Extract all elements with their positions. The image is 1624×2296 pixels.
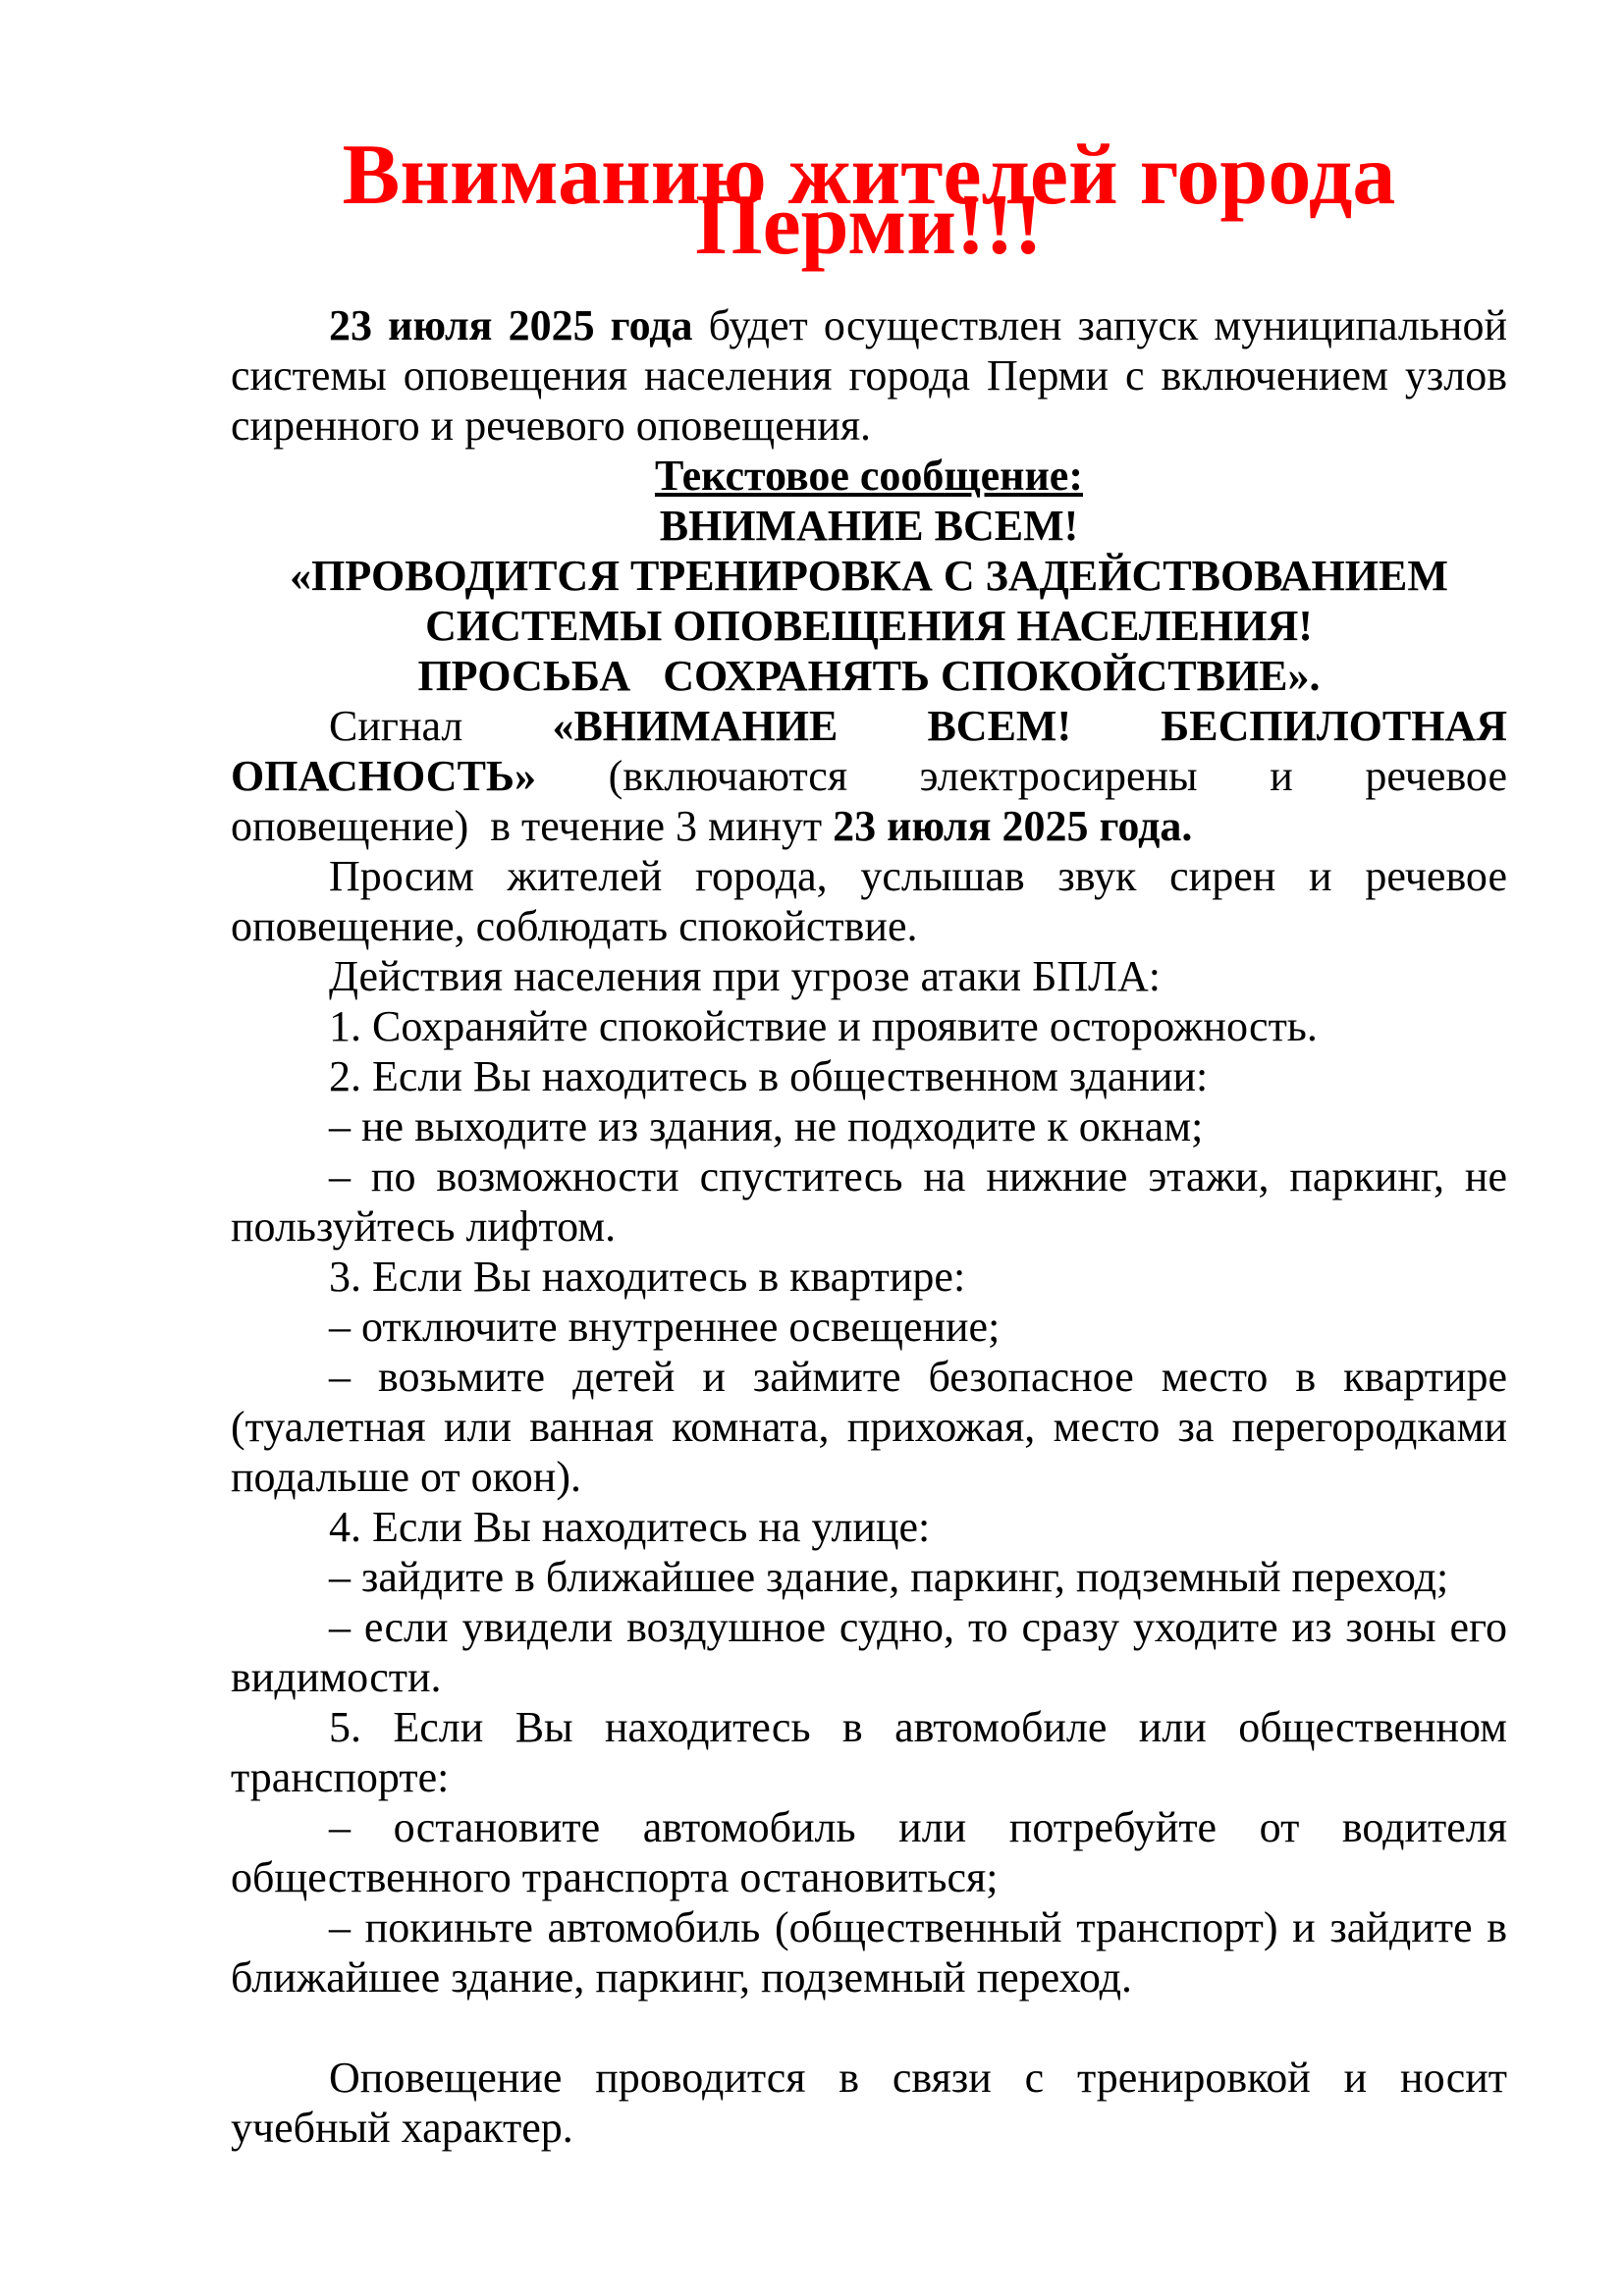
action-item-2: 2. Если Вы находитесь в общественном здании: xyxy=(329,1052,1209,1100)
intro-text: будет осуществлен запуск муниципальной системы оповещения населения города Перми с включением узлов сиренного и речевого оповещения. xyxy=(231,301,1507,450)
intro-date-bold: 23 июля 2025 года xyxy=(329,301,693,349)
action-item-3-dash-1: – отключите внутреннее освещение; xyxy=(329,1303,1001,1351)
actions-heading: Действия населения при угрозе атаки БПЛА: xyxy=(329,952,1161,1000)
signal-pre-text: Сигнал xyxy=(329,702,553,750)
action-item-4-dash-2: – если увидели воздушное судно, то сразу уходите из зоны его видимости. xyxy=(231,1603,1507,1701)
action-item-3: 3. Если Вы находитесь в квартире: xyxy=(329,1253,966,1301)
signal-mid-text: (включаются электросирены и речевое оповещение) в течение 3 минут xyxy=(231,752,1507,850)
action-item-2-dash-1: – не выходите из здания, не подходите к окнам; xyxy=(329,1102,1204,1150)
action-item-5-dash-1: – остановите автомобиль или потребуйте от водителя общественного транспорта остановиться; xyxy=(231,1803,1507,1901)
action-item-5: 5. Если Вы находитесь в автомобиле или общественном транспорте: xyxy=(231,1703,1507,1801)
intro-paragraph xyxy=(231,300,1507,451)
message-line-keep-calm: ПРОСЬБА СОХРАНЯТЬ СПОКОЙСТВИЕ». xyxy=(417,652,1321,700)
action-item-5-dash-2: – покиньте автомобиль (общественный транспорт) и зайдите в ближайшее здание, паркинг, подземный переход. xyxy=(231,1903,1507,2002)
message-line-training-1: «ПРОВОДИТСЯ ТРЕНИРОВКА С ЗАДЕЙСТВОВАНИЕМ xyxy=(290,552,1448,600)
action-item-4: 4. Если Вы находитесь на улице: xyxy=(329,1503,931,1551)
action-item-2-dash-2: – по возможности спуститесь на нижние этажи, паркинг, не пользуйтесь лифтом. xyxy=(231,1152,1507,1251)
message-heading-text: Текстовое сообщение: xyxy=(654,452,1083,500)
action-item-4-dash-1: – зайдите в ближайшее здание, паркинг, подземный переход; xyxy=(329,1553,1449,1601)
signal-date-bold: 23 июля 2025 года. xyxy=(833,802,1193,850)
page-title: Вниманию жителей города Перми!!! xyxy=(342,128,1396,273)
action-item-3-dash-2: – возьмите детей и займите безопасное место в квартире (туалетная или ванная комната, прихожая, место за перегородками подальше от окон). xyxy=(231,1353,1507,1501)
message-heading xyxy=(231,451,1507,501)
message-line-training-2: СИСТЕМЫ ОПОВЕЩЕНИЯ НАСЕЛЕНИЯ! xyxy=(425,602,1313,650)
outro-paragraph: Оповещение проводится в связи с тренировкой и носит учебный характер. xyxy=(231,2054,1507,2152)
signal-paragraph xyxy=(231,701,1507,851)
signal-name-bold: «ВНИМАНИЕ ВСЕМ! БЕСПИЛОТНАЯ ОПАСНОСТЬ» xyxy=(231,702,1507,800)
message-line-attention: ВНИМАНИЕ ВСЕМ! xyxy=(659,502,1079,550)
action-item-1: 1. Сохраняйте спокойствие и проявите осторожность. xyxy=(329,1002,1318,1050)
calm-request-paragraph: Просим жителей города, услышав звук сирен и речевое оповещение, соблюдать спокойствие. xyxy=(231,852,1507,950)
